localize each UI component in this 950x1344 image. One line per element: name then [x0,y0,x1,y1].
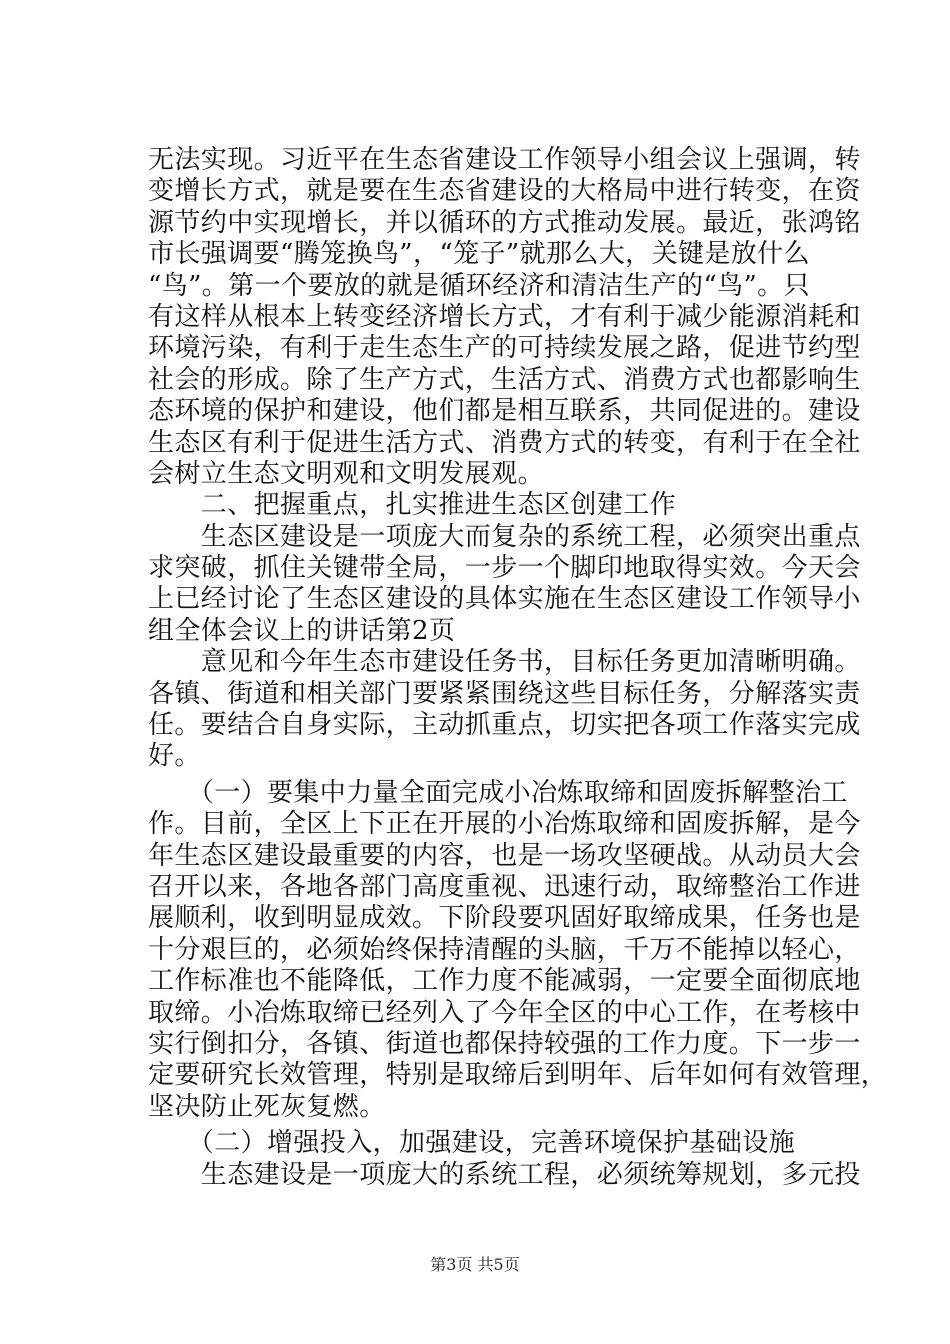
text-line: 各镇、街道和相关部门要紧紧围绕这些目标任务，分解落实责 [148,678,861,709]
text-line: 坚决防止死灰复燃。 [148,1091,386,1122]
text-line: （一）要集中力量全面完成小冶炼取缔和固废拆解整治工 [148,777,848,808]
text-line: 生态区建设是一项庞大而复杂的系统工程，必须突出重点 [148,521,861,552]
text-line: 会树立生态文明观和文明发展观。 [148,458,545,489]
text-line: 展顺利，收到明显成效。下阶段要巩固好取缔成果，任务也是 [148,903,861,934]
text-line: 市长强调要“腾笼换鸟”，“笼子”就那么大，关键是放什么 [148,239,810,270]
text-line: 年生态区建设最重要的内容，也是一场攻坚硬战。从动员大会 [148,840,861,871]
text-line: 有这样从根本上转变经济增长方式，才有利于减少能源消耗和 [148,301,861,332]
text-line: 定要研究长效管理，特别是取缔后到明年、后年如何有效管理， [148,1060,888,1091]
text-line: 取缔。小冶炼取缔已经列入了今年全区的中心工作，在考核中 [148,997,861,1028]
text-line: 好。 [148,741,201,772]
text-line: 任。要结合自身实际，主动抓重点，切实把各项工作落实完成 [148,710,861,741]
text-line: 求突破，抓住关键带全局，一步一个脚印地取得实效。今天会 [148,553,861,584]
text-line: 生态建设是一项庞大的系统工程，必须统筹规划，多元投 [148,1159,861,1190]
text-line: 社会的形成。除了生产方式，生活方式、消费方式也都影响生 [148,364,861,395]
text-line: 变增长方式，就是要在生态省建设的大格局中进行转变，在资 [148,176,861,207]
text-line: 召开以来，各地各部门高度重视、迅速行动，取缔整治工作进 [148,871,861,902]
text-line: “鸟”。第一个要放的就是循环经济和清洁生产的“鸟”。只 [148,270,810,301]
text-line: 生态区有利于促进生活方式、消费方式的转变，有利于在全社 [148,427,861,458]
text-line: 无法实现。习近平在生态省建设工作领导小组会议上强调，转 [148,145,861,175]
text-line: 十分艰巨的，必须始终保持清醒的头脑，千万不能掉以轻心， [148,934,861,965]
text-line: 作。目前，全区上下正在开展的小冶炼取缔和固废拆解，是今 [148,809,861,840]
text-line: 上已经讨论了生态区建设的具体实施在生态区建设工作领导小 [148,584,861,615]
page-footer: 第3页 共5页 [430,1255,520,1274]
text-line: （二）增强投入，加强建设，完善环境保护基础设施 [148,1128,796,1159]
document-body [148,145,888,1191]
text-line: 态环境的保护和建设，他们都是相互联系，共同促进的。建设 [148,396,861,427]
text-line: 实行倒扣分，各镇、街道也都保持较强的工作力度。下一步一 [148,1028,861,1059]
text-line: 意见和今年生态市建设任务书，目标任务更加清晰明确。 [148,647,861,678]
text-line: 工作标准也不能降低，工作力度不能减弱，一定要全面彻底地 [148,966,861,997]
text-line: 二、把握重点，扎实推进生态区创建工作 [148,490,677,521]
text-line: 源节约中实现增长，并以循环的方式推动发展。最近，张鸿铭 [148,207,861,238]
text-line: 组全体会议上的讲话第2页 [148,615,456,646]
text-line: 环境污染，有利于走生态生产的可持续发展之路，促进节约型 [148,333,861,364]
